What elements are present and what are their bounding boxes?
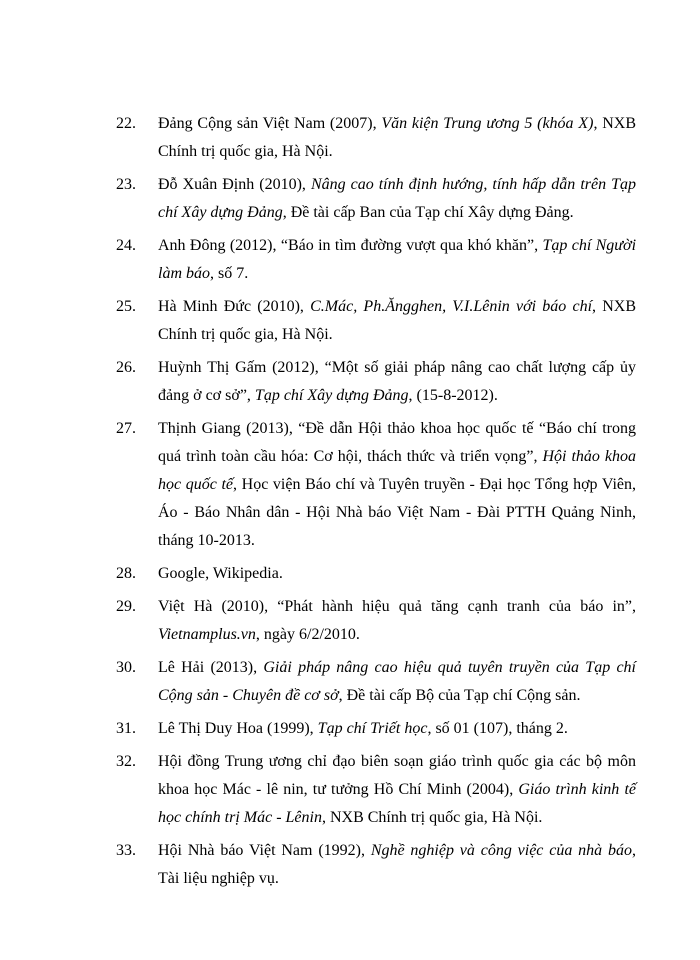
reference-text-segment: , Học viện Báo chí và Tuyên truyền - Đại học Tổng hợp Viên, Áo - Báo Nhân dân - Hội Nhà báo Việt Nam - Đài PTTH Quảng Ninh, tháng 10-2013. <box>158 476 637 549</box>
reference-title-italic: Giải pháp nâng cao hiệu quả tuyên truyền của Tạp chí Cộng sản - Chuyên đề cơ sở <box>158 659 636 704</box>
reference-text-segment: Anh Đông (2012), “Báo in tìm đường vượt qua khó khăn”, <box>158 237 543 254</box>
reference-title-italic: Hội thảo khoa học quốc tế <box>158 448 636 493</box>
reference-text <box>158 171 636 227</box>
reference-text-segment: Lê Thị Duy Hoa (1999), <box>158 720 318 737</box>
reference-item <box>116 654 636 710</box>
reference-item <box>116 232 636 288</box>
reference-list <box>116 110 636 898</box>
reference-text <box>158 560 636 588</box>
reference-title-italic: Nghề nghiệp và công việc của nhà báo <box>370 842 633 859</box>
reference-text <box>158 354 636 410</box>
reference-item <box>116 560 636 588</box>
reference-title-italic: Vietnamplus.vn <box>158 626 256 643</box>
reference-text <box>158 293 636 349</box>
reference-text <box>158 593 636 649</box>
reference-text <box>158 110 636 166</box>
reference-text-segment: , Đề tài cấp Bộ của Tạp chí Cộng sản. <box>338 687 581 704</box>
reference-title-italic: Nâng cao tính định hướng, tính hấp dẫn trên Tạp chí Xây dựng Đảng <box>158 176 637 221</box>
reference-text-segment: , NXB Chính trị quốc gia, Hà Nội. <box>158 115 636 160</box>
reference-text <box>158 654 636 710</box>
reference-item <box>116 415 636 555</box>
reference-number: 30. <box>116 659 136 676</box>
reference-number: 27. <box>116 420 136 437</box>
reference-number: 28. <box>116 565 136 582</box>
reference-number: 29. <box>116 598 136 615</box>
reference-text-segment: Đỗ Xuân Định (2010), <box>158 176 311 193</box>
reference-text-segment: , số 7. <box>210 265 249 282</box>
reference-item <box>116 715 636 743</box>
reference-item <box>116 593 636 649</box>
reference-text <box>158 837 636 893</box>
reference-text-segment: , số 01 (107), tháng 2. <box>427 720 568 737</box>
reference-item <box>116 293 636 349</box>
reference-item <box>116 748 636 832</box>
reference-number: 31. <box>116 720 136 737</box>
reference-text-segment: , Đề tài cấp Ban của Tạp chí Xây dựng Đảng. <box>282 204 574 221</box>
reference-text <box>158 748 636 832</box>
reference-number: 26. <box>116 359 136 376</box>
reference-title-italic: Tạp chí Người làm báo <box>158 237 637 282</box>
reference-title-italic: C.Mác, Ph.Ăngghen, V.I.Lênin với báo chí <box>310 298 593 315</box>
reference-title-italic: Tạp chí Triết học <box>317 720 428 737</box>
reference-text-segment: , NXB Chính trị quốc gia, Hà Nội. <box>321 809 543 826</box>
reference-item <box>116 837 636 893</box>
reference-text <box>158 232 636 288</box>
reference-text-segment: Hà Minh Đức (2010), <box>158 298 311 315</box>
reference-text <box>158 715 636 743</box>
reference-text-segment: Huỳnh Thị Gấm (2012), “Một số giải pháp nâng cao chất lượng cấp ủy đảng ở cơ sở”, <box>158 359 636 404</box>
reference-text-segment: , Tài liệu nghiệp vụ. <box>158 842 637 887</box>
reference-title-italic: Giáo trình kinh tế học chính trị Mác - Lênin <box>158 781 636 826</box>
reference-number: 25. <box>116 298 136 315</box>
reference-number: 32. <box>116 753 136 770</box>
reference-text-segment: Thịnh Giang (2013), “Đề dẫn Hội thảo khoa học quốc tế “Báo chí trong quá trình toàn cầu hóa: Cơ hội, thách thức và triển vọng”, <box>158 420 636 465</box>
reference-number: 24. <box>116 237 136 254</box>
reference-text-segment: , NXB Chính trị quốc gia, Hà Nội. <box>158 298 636 343</box>
reference-number: 33. <box>116 842 136 859</box>
reference-title-italic: Văn kiện Trung ương 5 (khóa X) <box>381 115 594 132</box>
reference-item <box>116 354 636 410</box>
reference-text <box>158 415 636 555</box>
reference-text-segment: , (15-8-2012). <box>408 387 498 404</box>
reference-title-italic: Tạp chí Xây dựng Đảng <box>254 387 409 404</box>
reference-text-segment: Đảng Cộng sản Việt Nam (2007), <box>158 115 382 132</box>
reference-text-segment: Hội đồng Trung ương chỉ đạo biên soạn giáo trình quốc gia các bộ môn khoa học Mác - lê nin, tư tưởng Hồ Chí Minh (2004), <box>158 753 636 798</box>
reference-text-segment: Việt Hà (2010), “Phát hành hiệu quả tăng cạnh tranh của báo in”, <box>158 598 636 615</box>
reference-item <box>116 171 636 227</box>
reference-number: 22. <box>116 115 136 132</box>
reference-item <box>116 110 636 166</box>
reference-text-segment: Lê Hải (2013), <box>158 659 264 676</box>
reference-text-segment: , ngày 6/2/2010. <box>255 626 360 643</box>
reference-number: 23. <box>116 176 136 193</box>
reference-text-segment: Google, Wikipedia. <box>158 565 283 582</box>
reference-text-segment: Hội Nhà báo Việt Nam (1992), <box>158 842 371 859</box>
